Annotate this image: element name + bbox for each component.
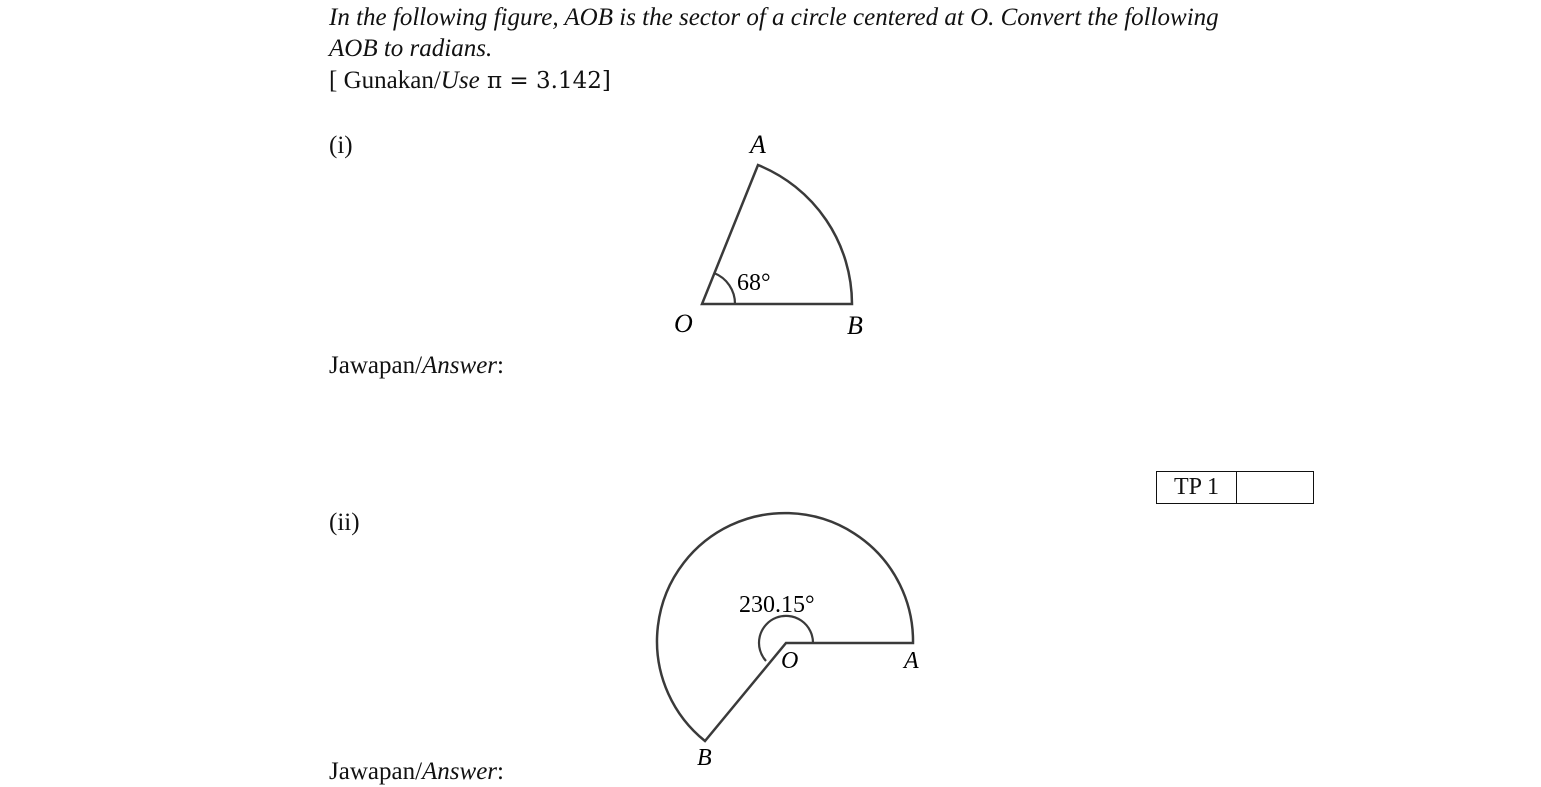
sector-i-angle-arc — [714, 273, 735, 304]
part-ii-answer-label — [329, 757, 504, 787]
part-ii-label: (ii) — [329, 509, 360, 536]
part-i-answer-english: Answer — [422, 352, 498, 379]
part-ii-answer-english: Answer — [422, 758, 498, 785]
sector-ii-outline — [657, 513, 913, 741]
pi-note-english: Use — [440, 67, 480, 94]
sector-figure-i — [674, 130, 863, 340]
sector-ii-vertex-a: A — [904, 648, 919, 674]
sector-i-vertex-o: O — [674, 309, 693, 338]
sector-i-vertex-b: B — [847, 311, 863, 340]
sector-i-outline — [702, 165, 852, 304]
mark-box-score[interactable] — [1237, 472, 1313, 503]
sector-i-angle-label: 68° — [737, 270, 771, 296]
part-ii-answer-colon: : — [497, 758, 504, 785]
part-i-label: (i) — [329, 132, 353, 159]
sector-figure-ii — [657, 513, 919, 771]
pi-note-malay: Gunakan/ — [343, 67, 441, 94]
part-i-answer-label — [329, 351, 504, 381]
mark-box — [1156, 471, 1314, 504]
part-i-answer-colon: : — [497, 352, 504, 379]
sector-ii-vertex-b: B — [697, 745, 712, 771]
sector-ii-angle-label: 230.15° — [739, 592, 815, 618]
sector-i-vertex-a: A — [750, 130, 766, 159]
pi-note-open: [ — [329, 67, 344, 94]
question-line-2: AOB to radians. — [329, 35, 493, 62]
part-ii-answer-malay: Jawapan/ — [329, 758, 423, 785]
question-line-1: In the following figure, AOB is the sector of a circle centered at O. Convert the following — [329, 4, 1219, 31]
part-i-answer-malay: Jawapan/ — [329, 352, 423, 379]
mark-box-label: TP 1 — [1157, 472, 1237, 503]
pi-formula: π = 3.142] — [486, 68, 611, 94]
sector-ii-vertex-o: O — [781, 648, 799, 674]
